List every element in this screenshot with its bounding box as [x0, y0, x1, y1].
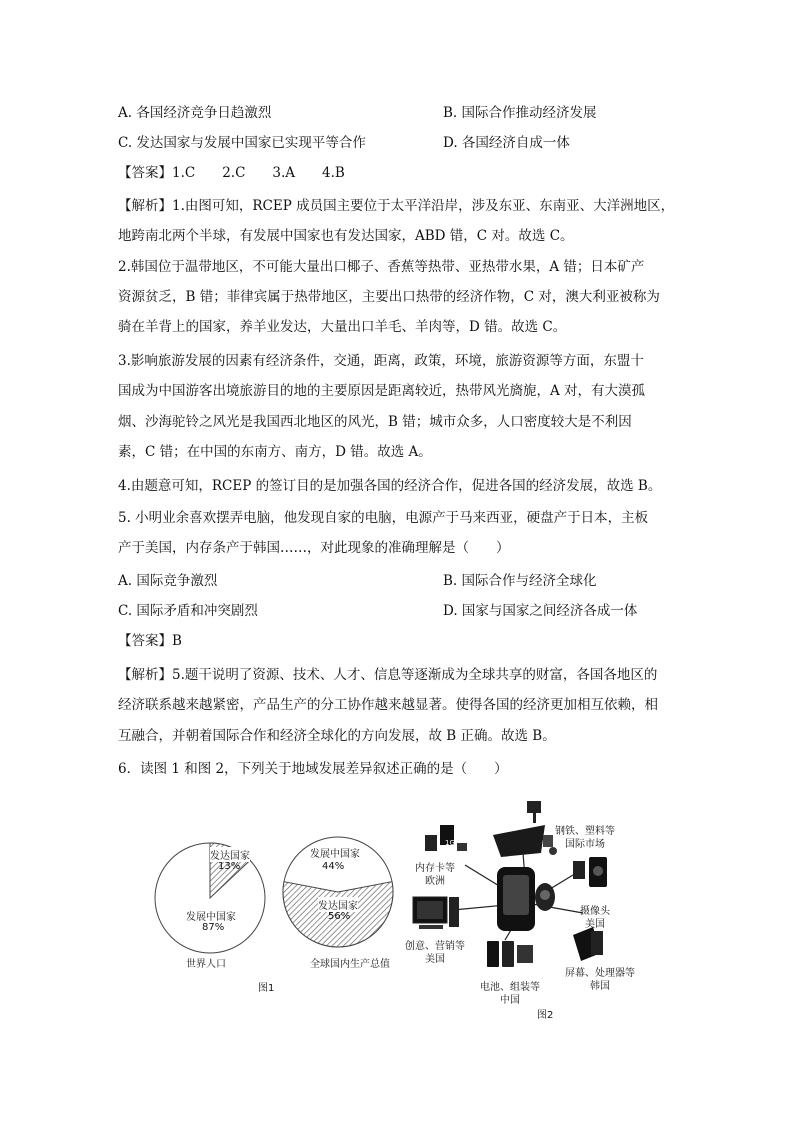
computer-icon — [413, 897, 459, 929]
q4-option-a: A. 各国经济竞争日趋激烈 — [118, 105, 272, 121]
pie1-developed-value: 13% — [218, 861, 241, 872]
q5-option-b: B. 国际合作与经济全球化 — [443, 573, 597, 589]
q4-option-c: C. 发达国家与发展中国家已实现平等合作 — [118, 135, 366, 151]
pie2-developing-name: 发展中国家 — [310, 849, 360, 860]
label-screen-korea: 屏幕、处理器等 韩国 — [565, 968, 635, 992]
label-battery-china: 电池、组装等 中国 — [480, 982, 540, 1006]
analysis-line: 2.韩国位于温带地区，不可能大量出口椰子、香蕉等热带、亚热带水果，A 错；日本矿产 — [118, 259, 645, 275]
analysis-line: 素，C 错；在中国的东南方、南方，D 错。故选 A。 — [118, 444, 432, 460]
label-camera-usa: 摄像头 美国 — [580, 906, 610, 930]
figure-2-caption: 图2 — [537, 1010, 554, 1021]
question-5-line: 5. 小明业余喜欢摆弄电脑，他发现自家的电脑，电源产于马来西亚，硬盘产于日本，主板 — [118, 510, 649, 526]
pie2-developing-value: 44% — [322, 861, 345, 872]
analysis-line: 烟、沙海驼铃之风光是我国西北地区的风光，B 错；城市众多，人口密度较大是不利因 — [118, 414, 632, 430]
pie1-developed-name: 发达国家 — [210, 847, 250, 862]
answer-1-4: 【答案】1.C 2.C 3.A 4.B — [118, 165, 345, 181]
analysis-5-line: 互融合，并朝着国际合作和经济全球化的方向发展，故 B 正确。故选 B。 — [118, 728, 556, 744]
q5-option-c: C. 国际矛盾和冲突剧烈 — [118, 603, 258, 619]
q5-option-a: A. 国际竞争激烈 — [118, 573, 218, 589]
q4-option-d: D. 各国经济自成一体 — [443, 135, 570, 151]
memory-card-icon — [425, 825, 467, 851]
label-design-usa: 创意、营销等 美国 — [405, 941, 465, 965]
question-6: 6．读图 1 和图 2，下列关于地域发展差异叙述正确的是（ ） — [118, 761, 508, 777]
figure-2 — [405, 795, 650, 1020]
analysis-line: 骑在羊背上的国家，养羊业发达，大量出口羊毛、羊肉等，D 错。故选 C。 — [118, 319, 567, 335]
analysis-line: 地跨南北两个半球，有发展中国家也有发达国家，ABD 错，C 对。故选 C。 — [118, 228, 574, 244]
camera-icon — [573, 857, 607, 887]
analysis-line: 3.影响旅游发展的因素有经济条件，交通，距离，政策，环境，旅游资源等方面，东盟十 — [118, 353, 644, 369]
figure-1 — [150, 805, 410, 1000]
pie2-developed-value: 56% — [328, 911, 351, 922]
analysis-line: 国成为中国游客出境旅游目的地的主要原因是距离较近，热带风光旖旎，A 对，有大漠孤 — [118, 383, 646, 399]
figure-1-caption: 图1 — [258, 983, 275, 994]
pie2-developed-name: 发达国家 — [318, 897, 358, 912]
figure-1-pies — [150, 805, 410, 1000]
analysis-5-line: 【解析】5.题干说明了资源、技术、人才、信息等逐渐成为全球共享的财富，各国各地区的 — [118, 667, 658, 683]
pie1-developing-name: 发展中国家 — [186, 912, 236, 923]
analysis-line: 【解析】1.由图可知，RCEP 成员国主要位于太平洋沿岸，涉及东亚、东南亚、大洋洲地区， — [118, 198, 675, 214]
question-5-line: 产于美国，内存条产于韩国……，对此现象的准确理解是（ ） — [118, 540, 510, 556]
analysis-line: 资源贫乏，B 错；菲律宾属于热带地区，主要出口热带的经济作物，C 对，澳大利亚被称为 — [118, 289, 660, 305]
q4-option-b: B. 国际合作推动经济发展 — [443, 105, 597, 121]
pie1-title: 世界人口 — [186, 959, 226, 970]
q5-option-d: D. 国家与国家之间经济各成一体 — [443, 603, 638, 619]
pie1-developing-value: 87% — [202, 922, 225, 933]
phone-icon — [497, 867, 555, 931]
screen-icon — [573, 927, 603, 961]
analysis-5-line: 经济联系越来越紧密，产品生产的分工协作越来越显著。使得各国的经济更加相互依赖，相 — [118, 697, 658, 713]
label-memory-europe: 内存卡等 欧洲 — [415, 863, 455, 887]
sd-card-label: 1G — [445, 839, 455, 847]
analysis-line: 4.由题意可知，RCEP 的签订目的是加强各国的经济合作，促进各国的经济发展，故选 B。 — [118, 478, 662, 494]
battery-icon — [487, 941, 533, 967]
pie2-title: 全球国内生产总值 — [310, 959, 390, 970]
steel-industry-icon — [493, 801, 557, 857]
answer-5: 【答案】B — [118, 633, 182, 649]
label-steel-market: 钢铁、塑料等 国际市场 — [555, 826, 615, 850]
